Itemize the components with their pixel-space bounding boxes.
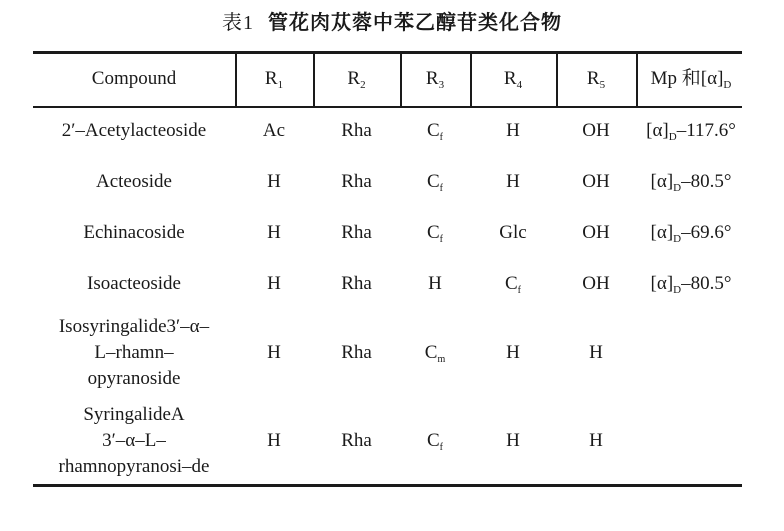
r3-cell: $C_f$ — [426, 430, 444, 453]
compound-name-line: Isoacteoside — [87, 273, 181, 294]
r2-cell: Rha — [341, 273, 372, 294]
compound-cell — [33, 118, 235, 144]
r5-cell: OH — [582, 273, 610, 294]
compound-name-line: opyranoside — [87, 368, 181, 389]
compound-name-line: Isosyringalide3′–α– — [58, 316, 210, 337]
r4-cell: H — [506, 120, 520, 141]
compound-cell — [33, 271, 235, 297]
header-mp: Mp 和$[\alpha]_D$ — [650, 68, 732, 91]
r1-cell: H — [267, 430, 281, 451]
r4-cell: H — [506, 171, 520, 192]
header-r2: $R_2$ — [347, 68, 366, 91]
r2-cell: Rha — [341, 222, 372, 243]
r3-cell: $C_f$ — [426, 171, 444, 194]
compound-name-line: Acteoside — [96, 171, 172, 192]
header-r3: $R_3$ — [425, 68, 445, 91]
table-title — [0, 6, 784, 35]
r1-cell: H — [267, 273, 281, 294]
compound-cell — [33, 402, 235, 480]
r3-cell: $C_m$ — [424, 342, 446, 365]
bottom-rule — [33, 484, 742, 487]
r3-cell: $C_f$ — [426, 120, 444, 143]
mp-cell: $[\alpha]_D-117.6^\circ$ — [646, 120, 736, 143]
compound-name-line: L–rhamn– — [94, 342, 174, 363]
r5-cell: OH — [582, 171, 610, 192]
mp-cell: $[\alpha]_D-80.5^\circ$ — [650, 171, 732, 194]
r1-cell: H — [267, 342, 281, 363]
header-r4: $R_4$ — [503, 68, 523, 91]
compound-cell — [33, 220, 235, 246]
table-number: 表1 — [222, 12, 254, 34]
r2-cell: Rha — [341, 342, 372, 363]
r4-cell: Glc — [499, 222, 527, 243]
header-r5: $R_5$ — [586, 68, 606, 91]
compound-name-line: Echinacoside — [83, 222, 185, 243]
r5-cell: OH — [582, 222, 610, 243]
header-rule — [33, 106, 742, 108]
r3-cell: H — [428, 273, 442, 294]
mp-cell: $[\alpha]_D-69.6^\circ$ — [650, 222, 732, 245]
compound-name-line: rhamnopyranosi–de — [58, 456, 210, 477]
r1-cell: H — [267, 222, 281, 243]
r4-cell: H — [506, 430, 520, 451]
header-r1: $R_1$ — [264, 68, 284, 91]
r4-cell: H — [506, 342, 520, 363]
table-caption: 管花肉苁蓉中苯乙醇苷类化合物 — [268, 10, 562, 34]
r1-cell: H — [267, 171, 281, 192]
r2-cell: Rha — [341, 120, 372, 141]
compound-name-line: 3′–α–L– — [102, 430, 166, 451]
r2-cell: Rha — [341, 430, 372, 451]
compound-cell — [33, 169, 235, 195]
r4-cell: $C_f$ — [504, 273, 522, 296]
r5-cell: OH — [582, 120, 610, 141]
compound-name-line: SyringalideA — [83, 404, 185, 425]
compound-cell — [33, 314, 235, 392]
mp-cell: $[\alpha]_D-80.5^\circ$ — [650, 273, 732, 296]
compound-name-line: 2′–Acetylacteoside — [61, 120, 207, 141]
r2-cell: Rha — [341, 171, 372, 192]
header-compound: Compound — [91, 68, 177, 89]
r5-cell: H — [589, 430, 603, 451]
r1-cell: Ac — [262, 120, 286, 141]
r3-cell: $C_f$ — [426, 222, 444, 245]
r5-cell: H — [589, 342, 603, 363]
